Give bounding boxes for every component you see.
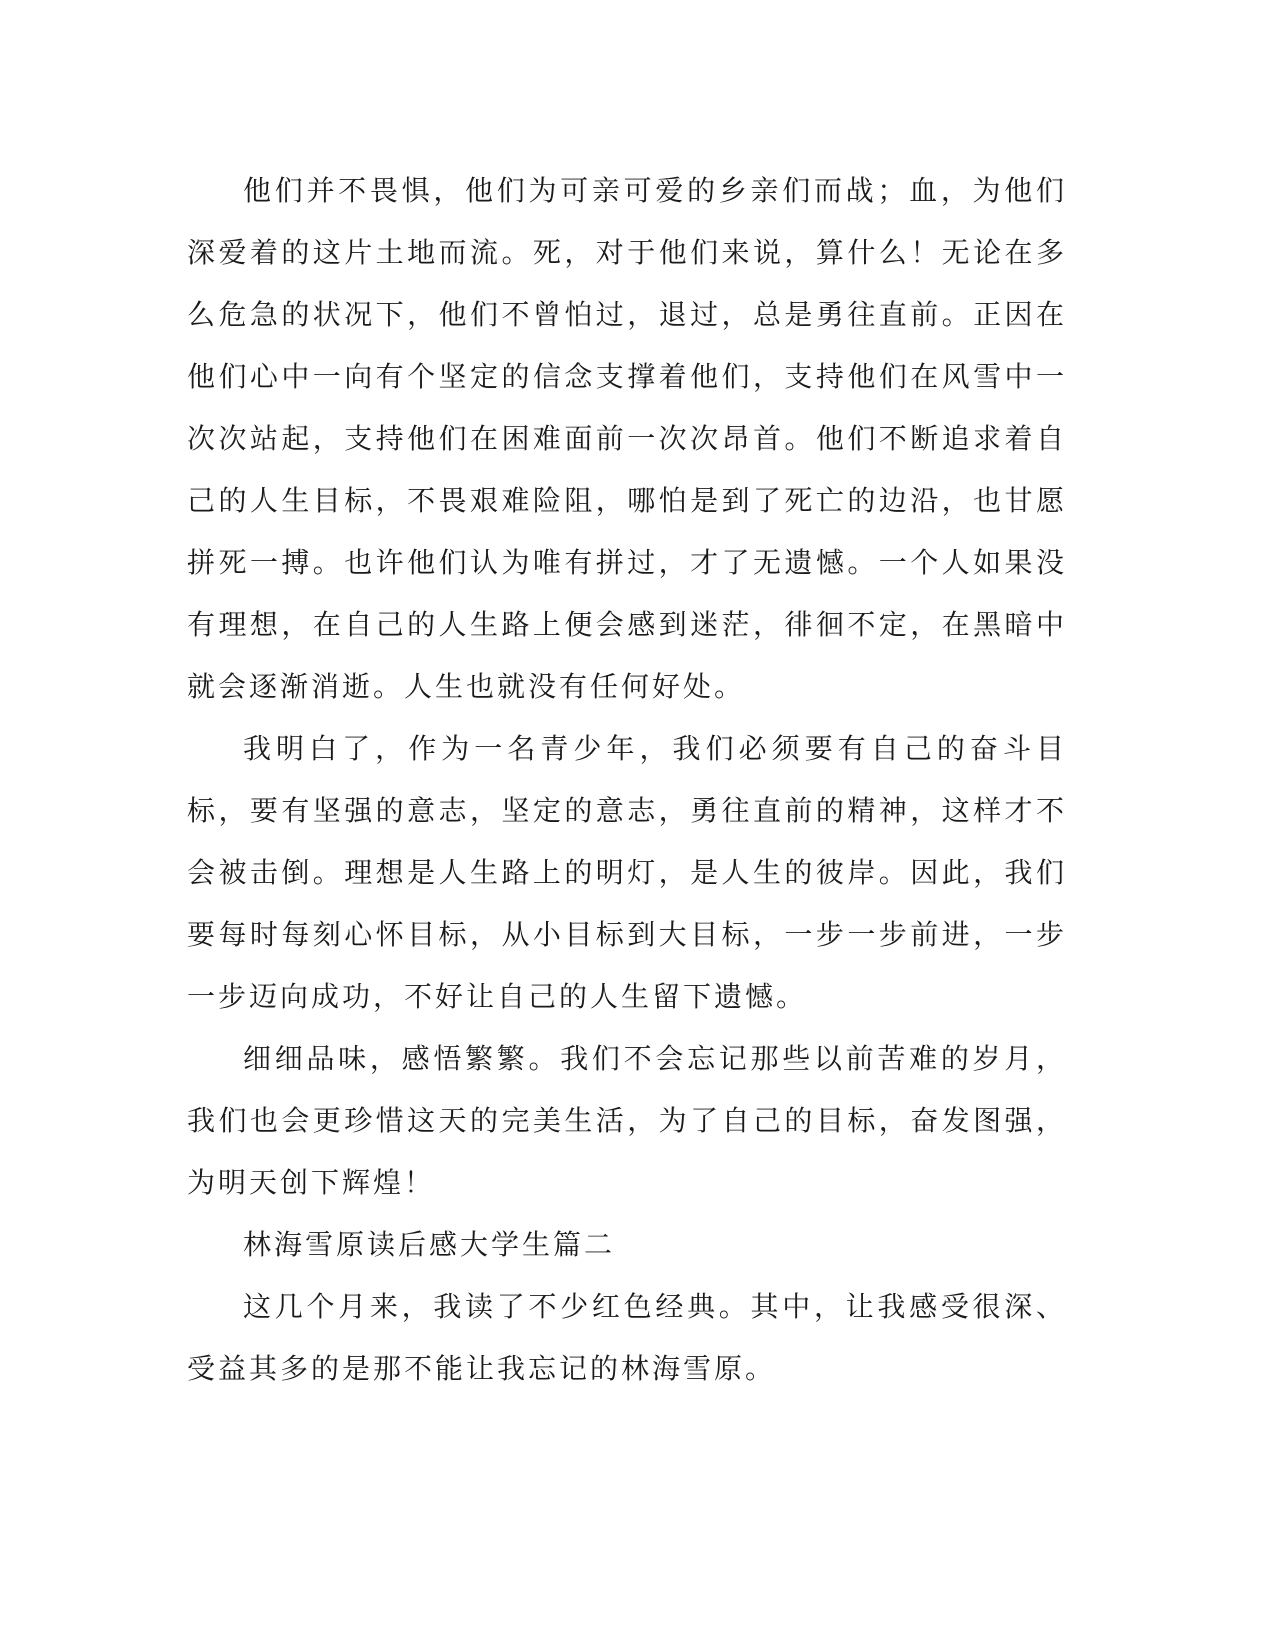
paragraph-1: 他们并不畏惧，他们为可亲可爱的乡亲们而战；血，为他们深爱着的这片土地而流。死，对于他们来说，算什么！无论在多么危急的状况下，他们不曾怕过，退过，总是勇往直前。正因在他们心中一向有个坚定的信念支撑着他们，支持他们在风雪中一次次站起，支持他们在困难面前一次次昂首。他们不断追求着自己的人生目标，不畏艰难险阻，哪怕是到了死亡的边沿，也甘愿拼死一搏。也许他们认为唯有拼过，才了无遗憾。一个人如果没有理想，在自己的人生路上便会感到迷茫，徘徊不定，在黑暗中就会逐渐消逝。人生也就没有任何好处。 <box>187 174 1067 703</box>
paragraph-3: 细细品味，感悟繁繁。我们不会忘记那些以前苦难的岁月，我们也会更珍惜这天的完美生活，为了自己的目标，奋发图强，为明天创下辉煌！ <box>187 1042 1067 1199</box>
paragraph-4: 这几个月来，我读了不少红色经典。其中，让我感受很深、受益其多的是那不能让我忘记的林海雪原。 <box>187 1290 1067 1385</box>
section-heading: 林海雪原读后感大学生篇二 <box>243 1228 616 1261</box>
paragraph-2: 我明白了，作为一名青少年，我们必须要有自己的奋斗目标，要有坚强的意志，坚定的意志，勇往直前的精神，这样才不会被击倒。理想是人生路上的明灯，是人生的彼岸。因此，我们要每时每刻心怀目标，从小目标到大目标，一步一步前进，一步一步迈向成功，不好让自己的人生留下遗憾。 <box>187 732 1067 1013</box>
document-body <box>187 160 1067 1400</box>
